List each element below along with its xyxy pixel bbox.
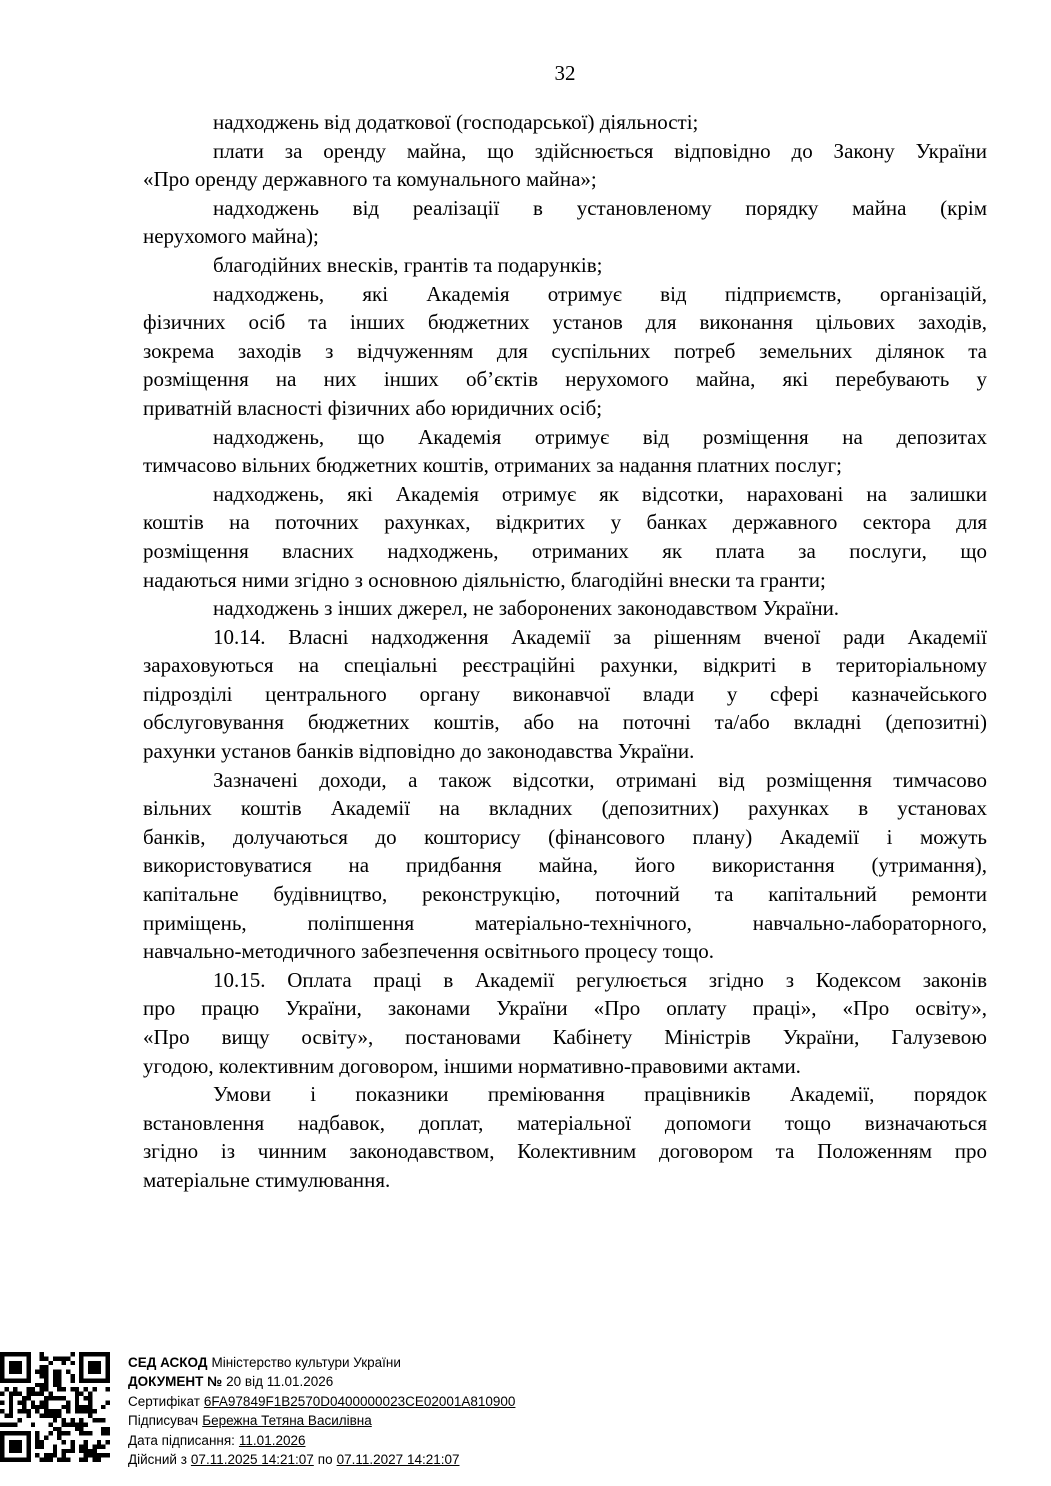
stamp-validity-to: 07.11.2027 14:21:07 [336,1452,460,1468]
text-line: рахунки установ банків відповідно до законодавства України. [143,739,695,764]
text-line: плати за оренду майна, що здійснюється відповідно до Закону України [213,138,987,163]
signature-stamp [0,1352,515,1469]
text-line: угодою, колективним договором, іншими нормативно-правовими актами. [143,1053,801,1078]
text-line: 10.14. Власні надходження Академії за рішенням вченої ради Академії [213,624,987,649]
stamp-validity-from: 07.11.2025 14:21:07 [190,1452,314,1468]
text-line: благодійних внесків, грантів та подарунків; [213,252,603,277]
text-line: банків, долучаються до кошторису (фінансового плану) Академії і можуть [143,824,987,849]
text-line: капітальне будівництво, реконструкцію, поточний та капітальний ремонти [143,882,987,907]
stamp-document-label: ДОКУМЕНТ № [128,1374,223,1390]
text-line: згідно із чинним законодавством, Колективним договором та Положенням про [143,1139,987,1164]
stamp-signing-date-label: Дата підписання: [128,1432,235,1448]
stamp-validity-line [128,1450,515,1469]
text-line: Зазначені доходи, а також відсотки, отримані від розміщення тимчасово [213,767,987,792]
text-line: розміщення власних надходжень, отриманих як плата за послуги, що [143,538,987,563]
text-line: нерухомого майна); [143,224,319,249]
qr-code-icon [0,1352,110,1462]
text-line: 10.15. Оплата праці в Академії регулюється згідно з Кодексом законів [213,967,987,992]
text-line: розміщення на них інших об’єктів нерухомого майна, які перебувають у [143,367,987,392]
page-number: 32 [554,61,576,85]
document-body [143,108,987,1195]
text-line: коштів на поточних рахунках, відкритих у банках державного сектора для [143,510,987,535]
text-line: надаються ними згідно з основною діяльністю, благодійні внески та гранти; [143,567,826,592]
text-line: надходжень від реалізації в установленому порядку майна (крім [213,195,987,220]
stamp-document-value: 20 від 11.01.2026 [226,1374,334,1390]
stamp-signing-date-line [128,1431,515,1450]
text-line: матеріальне стимулювання. [143,1167,391,1192]
stamp-document-line [128,1372,515,1391]
stamp-certificate-value: 6FA97849F1B2570D0400000023CE02001A810900 [203,1393,516,1409]
stamp-organization: Міністерство культури України [211,1355,401,1370]
text-line: надходжень від додаткової (господарської) діяльності; [213,110,699,134]
stamp-signer-line [128,1411,515,1430]
stamp-system-name: СЕД АСКОД [128,1355,208,1370]
text-line: тимчасово вільних бюджетних коштів, отриманих за надання платних послуг; [143,453,842,478]
stamp-certificate-label: Сертифікат [128,1393,200,1409]
stamp-signing-date-value: 11.01.2026 [238,1432,306,1448]
text-line: «Про вищу освіту», постановами Кабінету Міністрів України, Галузевою [143,1025,987,1049]
text-line: фізичних осіб та інших бюджетних установ для виконання цільових заходів, [143,310,987,335]
signature-stamp-text [128,1352,515,1469]
text-line: Умови і показники преміювання працівників Академії, порядок [213,1082,987,1107]
stamp-signer-label: Підписувач [128,1413,199,1429]
text-line: навчально-методичного забезпечення освітнього процесу тощо. [143,939,715,964]
text-line: встановлення надбавок, доплат, матеріальної допомоги тощо визначаються [143,1110,987,1135]
text-line: надходжень, які Академія отримує від підприємств, організацій, [213,281,987,306]
text-line: зараховуються на спеціальні реєстраційні рахунки, відкриті в територіальному [143,653,987,678]
stamp-system-line [128,1353,515,1372]
stamp-signer-value: Бережна Тетяна Василівна [202,1413,372,1429]
text-line: обслуговування бюджетних коштів, або на поточні та/або вкладні (депозитні) [143,710,987,735]
text-line: надходжень з інших джерел, не заборонених законодавством України. [213,596,840,621]
text-line: зокрема заходів з відчуженням для суспільних потреб земельних ділянок та [143,338,987,363]
text-line: про працю України, законами України «Про оплату праці», «Про освіту», [143,996,987,1021]
text-line: приватній власності фізичних або юридичних осіб; [143,395,603,420]
text-line: використовуватися на придбання майна, його використання (утримання), [143,853,987,878]
text-line: підрозділі центрального органу виконавчої влади у сфері казначейського [143,681,987,706]
text-line: «Про оренду державного та комунального майна»; [143,167,597,192]
text-line: надходжень, що Академія отримує від розміщення на депозитах [213,424,987,449]
text-line: вільних коштів Академії на вкладних (депозитних) рахунках в установах [143,796,987,821]
text-line: надходжень, які Академія отримує як відсотки, нараховані на залишки [213,481,987,506]
stamp-certificate-line [128,1392,515,1411]
stamp-validity-separator: по [317,1452,333,1468]
text-line: приміщень, поліпшення матеріально-технічного, навчально-лабораторного, [143,910,987,935]
stamp-validity-label: Дійсний з [128,1452,187,1468]
